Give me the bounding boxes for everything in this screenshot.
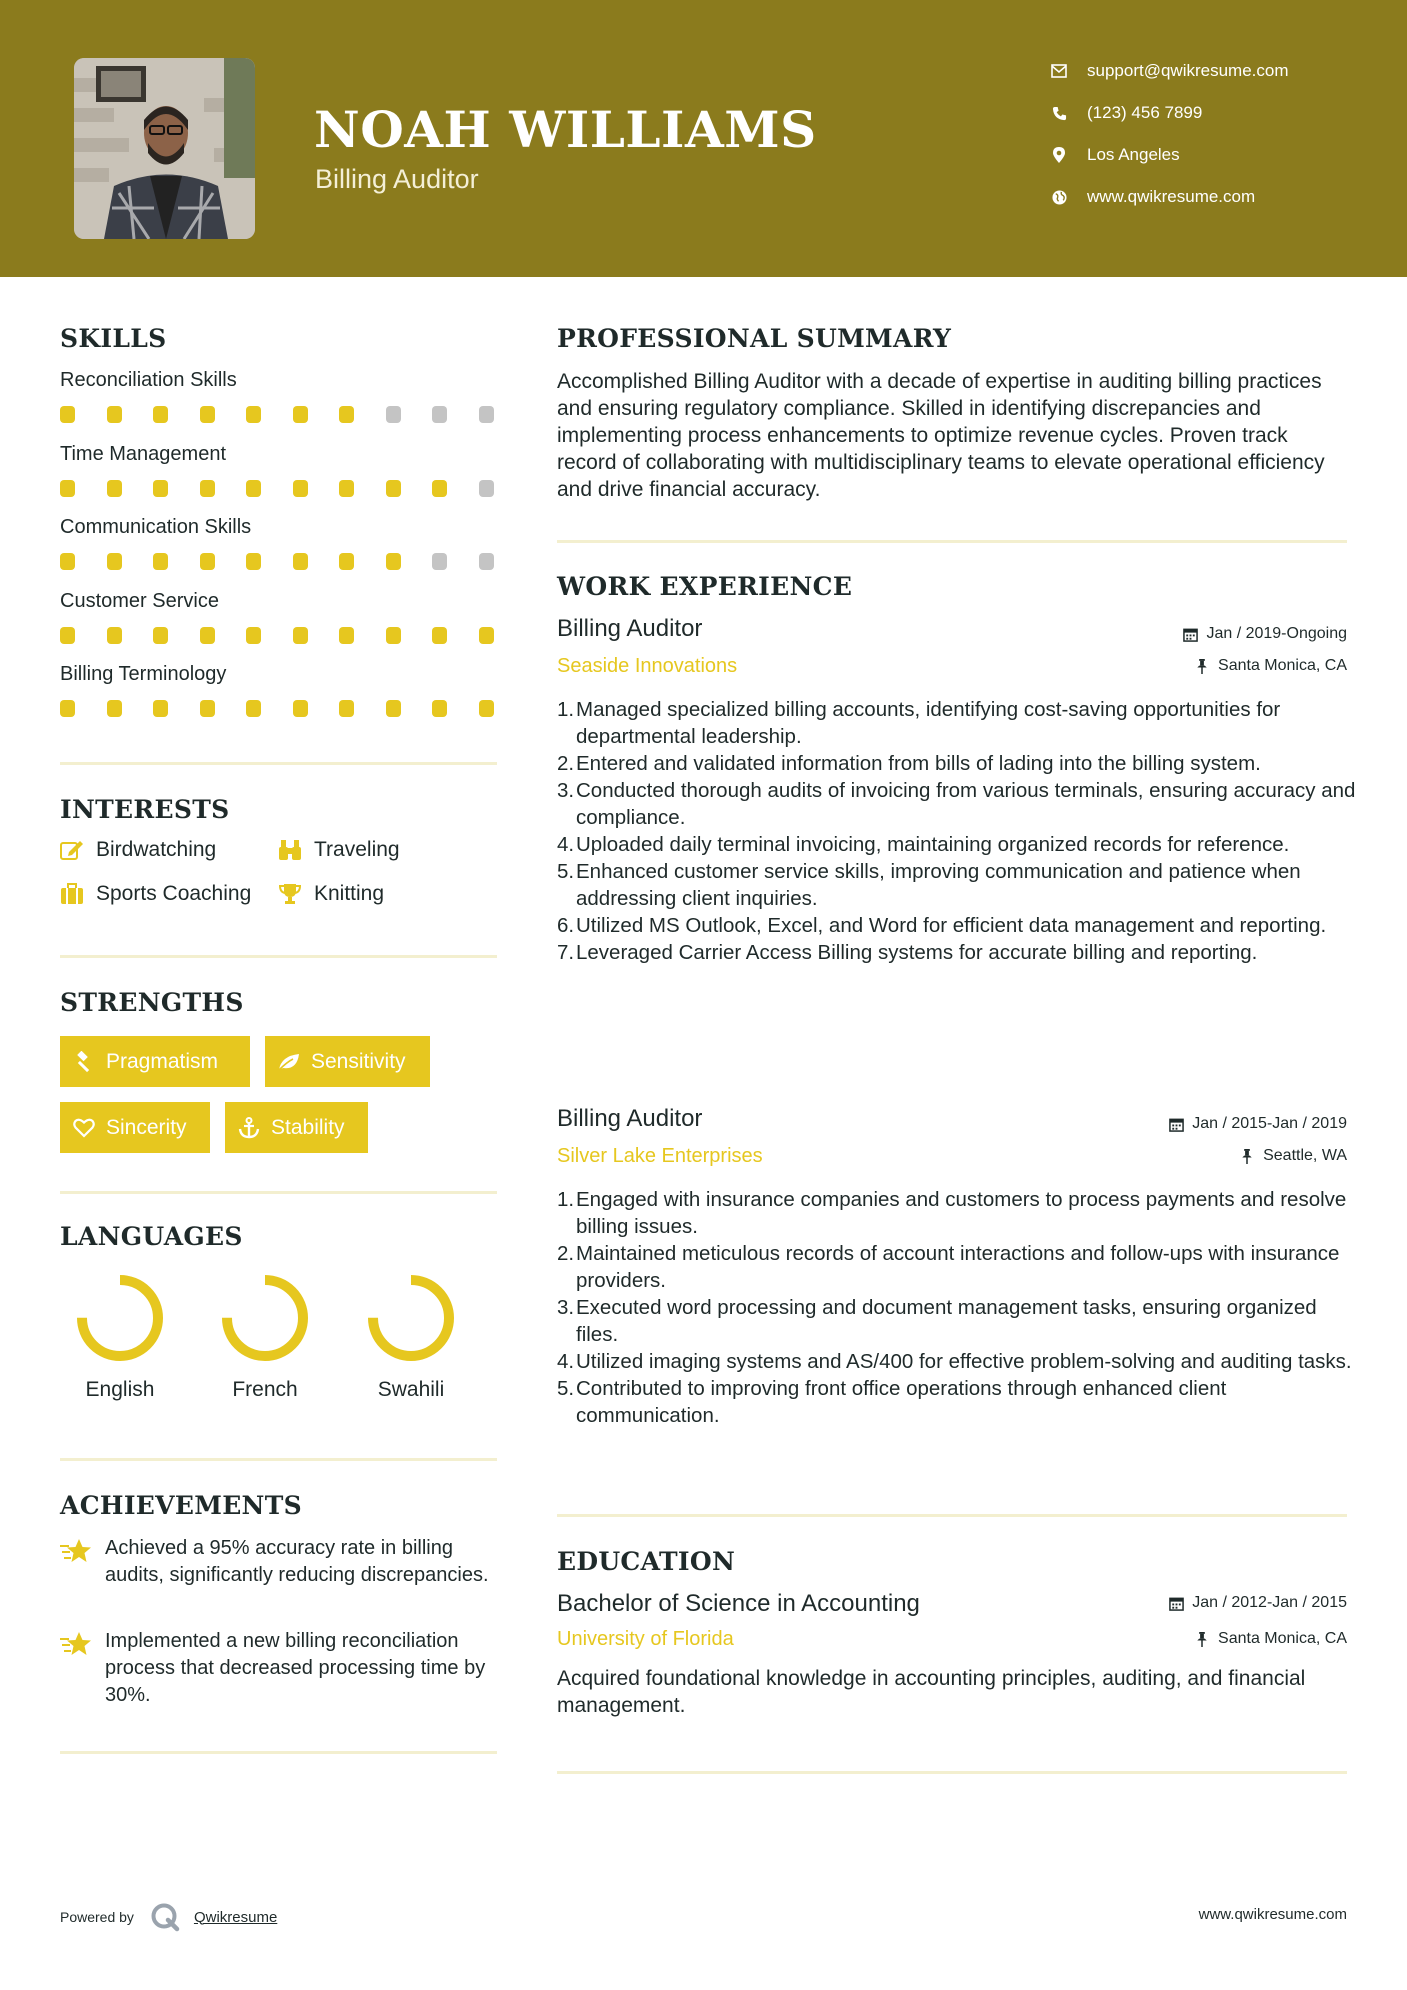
skill-dot-filled <box>386 627 401 644</box>
job-location-text: Seattle, WA <box>1263 1147 1347 1164</box>
divider <box>60 1751 497 1754</box>
skill-name: Reconciliation Skills <box>60 369 237 391</box>
gavel-icon <box>72 1050 96 1074</box>
skill-dot-filled <box>246 553 261 570</box>
skill-name: Communication Skills <box>60 516 252 538</box>
bullet-text: Maintained meticulous records of account interactions and follow-ups with insurance providers. <box>576 1242 1340 1292</box>
pushpin-icon <box>1194 658 1210 674</box>
skill-dot-filled <box>432 627 447 644</box>
job-date-text: Jan / 2015-Jan / 2019 <box>1192 1115 1347 1132</box>
skill-dot-filled <box>339 480 354 497</box>
phone-icon <box>1051 105 1067 121</box>
interest-label: Birdwatching <box>96 838 217 861</box>
profile-photo <box>74 58 255 239</box>
job-bullet <box>557 777 1357 831</box>
skill-dot-filled <box>479 700 494 717</box>
bullet-number: 5. <box>557 860 575 883</box>
skill-rating <box>60 700 500 718</box>
envelope-icon <box>1051 63 1067 79</box>
language-item <box>346 1272 476 1402</box>
skill-dot-filled <box>246 627 261 644</box>
skill-dot-filled <box>339 406 354 423</box>
skill-dot-filled <box>386 553 401 570</box>
language-ring <box>365 1272 457 1364</box>
contact-location-text: Los Angeles <box>1087 145 1180 164</box>
pushpin-icon <box>1194 1631 1210 1647</box>
bullet-text: Utilized MS Outlook, Excel, and Word for efficient data management and reporting. <box>576 914 1327 937</box>
skill-dot-filled <box>60 627 75 644</box>
bullet-number: 4. <box>557 833 575 856</box>
skill-dot-filled <box>339 553 354 570</box>
skill-dot-empty <box>386 406 401 423</box>
qwikresume-logo-icon <box>150 1902 180 1932</box>
company-name: Seaside Innovations <box>557 655 738 677</box>
skill-dot-filled <box>153 480 168 497</box>
star-icon <box>60 1630 92 1660</box>
skill-dot-filled <box>200 406 215 423</box>
skill-dot-filled <box>200 480 215 497</box>
job-title: Billing Auditor <box>557 615 703 642</box>
summary-title: PROFESSIONAL SUMMARY <box>557 324 952 353</box>
strength-label: Pragmatism <box>106 1049 219 1073</box>
divider <box>557 1514 1347 1517</box>
skill-dot-filled <box>246 700 261 717</box>
language-item <box>200 1272 330 1402</box>
footer-powered-by <box>60 1902 277 1932</box>
skill-dot-filled <box>107 700 122 717</box>
divider <box>60 1458 497 1461</box>
skill-name: Customer Service <box>60 589 219 612</box>
skill-dot-filled <box>60 480 75 497</box>
interest-item <box>60 882 251 906</box>
bullet-number: 1. <box>557 1188 575 1211</box>
experience-title: WORK EXPERIENCE <box>557 572 853 601</box>
education-location-text: Santa Monica, CA <box>1218 1630 1347 1647</box>
job-date <box>1168 1115 1347 1133</box>
contact-phone-text: (123) 456 7899 <box>1087 103 1203 122</box>
bullet-text: Conducted thorough audits of invoicing from various terminals, ensuring accuracy and compliance. <box>576 779 1356 829</box>
skill-dot-filled <box>386 480 401 497</box>
briefcase-icon <box>60 882 84 906</box>
star-icon <box>60 1537 92 1567</box>
language-level-arc <box>227 1280 303 1356</box>
achievements-title: ACHIEVEMENTS <box>60 1491 302 1520</box>
skills-title: SKILLS <box>60 324 167 353</box>
calendar-icon <box>1168 1116 1184 1132</box>
achievement-text: Achieved a 95% accuracy rate in billing audits, significantly reducing discrepancies. <box>105 1537 489 1586</box>
divider <box>60 1191 497 1194</box>
interest-label: Sports Coaching <box>96 882 252 905</box>
language-ring <box>219 1272 311 1364</box>
skill-rating <box>60 480 500 498</box>
strength-tag <box>60 1102 210 1153</box>
job-bullet <box>557 939 1357 966</box>
map-marker-icon <box>1051 147 1067 163</box>
contact-website[interactable] <box>1051 182 1255 212</box>
powered-by-label: Powered by <box>60 1909 134 1925</box>
bullet-text: Enhanced customer service skills, improving communication and patience when addressing client inquiries. <box>576 860 1301 910</box>
skill-dot-filled <box>153 406 168 423</box>
skill-dot-filled <box>293 627 308 644</box>
interest-item <box>278 882 384 906</box>
skill-dot-filled <box>479 627 494 644</box>
globe-icon <box>1051 189 1067 205</box>
heart-icon <box>72 1116 96 1140</box>
trophy-icon <box>278 882 302 906</box>
skill-dot-filled <box>60 406 75 423</box>
achievement-item <box>60 1628 500 1709</box>
skill-dot-filled <box>60 700 75 717</box>
job-bullet <box>557 912 1357 939</box>
bullet-number: 6. <box>557 914 575 937</box>
interest-item <box>60 838 216 862</box>
skill-dot-empty <box>479 553 494 570</box>
skill-dot-filled <box>293 406 308 423</box>
language-label: English <box>85 1378 155 1401</box>
job-bullet <box>557 1294 1357 1348</box>
bullet-text: Contributed to improving front office operations through enhanced client communication. <box>576 1377 1227 1427</box>
calendar-icon <box>1168 1595 1184 1611</box>
anchor-icon <box>237 1116 261 1140</box>
skill-dot-empty <box>479 480 494 497</box>
skill-dot-empty <box>432 553 447 570</box>
skill-dot-filled <box>339 700 354 717</box>
skill-dot-filled <box>339 627 354 644</box>
job-location <box>1239 1147 1347 1165</box>
bullet-number: 3. <box>557 1296 575 1319</box>
skill-name: Time Management <box>60 442 226 465</box>
education-location <box>1194 1630 1347 1648</box>
skill-dot-filled <box>153 700 168 717</box>
skill-dot-filled <box>153 627 168 644</box>
bullet-text: Entered and validated information from bills of lading into the billing system. <box>576 752 1261 775</box>
education-title: EDUCATION <box>557 1547 736 1576</box>
bullet-number: 3. <box>557 779 575 802</box>
skill-rating <box>60 553 500 571</box>
leaf-icon <box>277 1050 301 1074</box>
interest-label: Traveling <box>314 838 400 861</box>
job-date-text: Jan / 2019-Ongoing <box>1206 625 1347 642</box>
bullet-number: 2. <box>557 752 575 775</box>
pencil-square-icon <box>60 838 84 862</box>
bullet-number: 2. <box>557 1242 575 1265</box>
bullet-text: Engaged with insurance companies and customers to process payments and resolve billing issues. <box>576 1188 1347 1238</box>
achievement-item <box>60 1535 500 1589</box>
language-level-arc <box>373 1280 449 1356</box>
strength-tag <box>60 1036 250 1087</box>
contact-location <box>1051 140 1180 170</box>
calendar-icon <box>1182 626 1198 642</box>
footer-url[interactable]: www.qwikresume.com <box>1198 1906 1347 1923</box>
job-bullet <box>557 1348 1357 1375</box>
skill-dot-filled <box>107 553 122 570</box>
job-bullet <box>557 696 1357 750</box>
language-label: French <box>232 1378 298 1401</box>
job-date <box>1182 625 1347 643</box>
contact-website-text: www.qwikresume.com <box>1087 187 1256 206</box>
education-date <box>1168 1594 1347 1612</box>
skill-rating <box>60 406 500 424</box>
skill-dot-filled <box>200 627 215 644</box>
bullet-text: Utilized imaging systems and AS/400 for effective problem-solving and auditing tasks. <box>576 1350 1352 1373</box>
divider <box>557 540 1347 543</box>
job-bullet-list <box>557 1186 1357 1429</box>
skill-dot-filled <box>293 553 308 570</box>
skill-dot-filled <box>293 700 308 717</box>
degree-title: Bachelor of Science in Accounting <box>557 1590 920 1617</box>
binoculars-icon <box>278 838 302 862</box>
bullet-number: 4. <box>557 1350 575 1373</box>
contact-email[interactable] <box>1051 56 1289 86</box>
skill-dot-filled <box>246 480 261 497</box>
company-name: Silver Lake Enterprises <box>557 1145 763 1167</box>
job-bullet <box>557 831 1357 858</box>
bullet-text: Uploaded daily terminal invoicing, maintaining organized records for reference. <box>576 833 1290 856</box>
job-bullet <box>557 1186 1357 1240</box>
language-ring <box>74 1272 166 1364</box>
strength-tag <box>225 1102 368 1153</box>
strength-label: Sensitivity <box>311 1049 406 1073</box>
strength-label: Stability <box>271 1115 345 1139</box>
strength-label: Sincerity <box>106 1115 187 1139</box>
skill-dot-filled <box>246 406 261 423</box>
interests-title: INTERESTS <box>60 795 230 824</box>
resume-header <box>0 0 1407 277</box>
bullet-number: 7. <box>557 941 575 964</box>
divider <box>557 1771 1347 1774</box>
strength-tag <box>265 1036 430 1087</box>
job-bullet <box>557 1240 1357 1294</box>
bullet-number: 1. <box>557 698 575 721</box>
job-bullet <box>557 858 1357 912</box>
skill-name: Billing Terminology <box>60 663 227 685</box>
skill-dot-filled <box>107 406 122 423</box>
skill-dot-filled <box>107 627 122 644</box>
skill-dot-filled <box>432 480 447 497</box>
skill-dot-empty <box>479 406 494 423</box>
skill-dot-filled <box>386 700 401 717</box>
pushpin-icon <box>1239 1148 1255 1164</box>
language-label: Swahili <box>377 1378 445 1401</box>
achievement-text: Implemented a new billing reconciliation process that decreased processing time by 30%. <box>105 1630 486 1706</box>
education-date-text: Jan / 2012-Jan / 2015 <box>1192 1594 1347 1611</box>
skill-dot-filled <box>60 553 75 570</box>
skill-dot-filled <box>107 480 122 497</box>
job-bullet-list <box>557 696 1357 966</box>
job-location <box>1194 657 1347 675</box>
skill-dot-filled <box>200 553 215 570</box>
summary-text: Accomplished Billing Auditor with a decade of expertise in auditing billing practices and ensuring regulatory compliance. Skilled in identifying discrepancies and implementing process enhancements to optimize revenue cycles. Proven track record of collaborating with multidisciplinary teams to elevate operational efficiency and drive financial accuracy. <box>557 370 1325 501</box>
job-bullet <box>557 1375 1357 1429</box>
interest-label: Knitting <box>314 882 385 905</box>
skill-dot-filled <box>432 700 447 717</box>
bullet-text: Leveraged Carrier Access Billing systems for accurate billing and reporting. <box>576 941 1258 964</box>
languages-title: LANGUAGES <box>60 1222 243 1251</box>
language-level-arc <box>82 1280 158 1356</box>
job-location-text: Santa Monica, CA <box>1218 657 1347 674</box>
language-item <box>55 1272 185 1402</box>
bullet-number: 5. <box>557 1377 575 1400</box>
divider <box>60 955 497 958</box>
divider <box>60 762 497 765</box>
candidate-role: Billing Auditor <box>315 164 479 194</box>
contact-email-text: support@qwikresume.com <box>1087 61 1289 80</box>
education-text: Acquired foundational knowledge in accounting principles, auditing, and financial management. <box>557 1667 1306 1717</box>
candidate-name: NOAH WILLIAMS <box>314 100 817 159</box>
footer-brand-link[interactable]: Qwikresume <box>193 1908 278 1926</box>
bullet-text: Managed specialized billing accounts, identifying cost-saving opportunities for departmental leadership. <box>576 698 1281 748</box>
skill-dot-empty <box>432 406 447 423</box>
job-title: Billing Auditor <box>557 1105 703 1132</box>
skill-rating <box>60 627 500 645</box>
bullet-text: Executed word processing and document management tasks, ensuring organized files. <box>576 1296 1317 1346</box>
interest-item <box>278 838 400 862</box>
skill-dot-filled <box>200 700 215 717</box>
strengths-title: STRENGTHS <box>60 988 244 1017</box>
job-bullet <box>557 750 1357 777</box>
school-name: University of Florida <box>557 1628 734 1650</box>
skill-dot-filled <box>153 553 168 570</box>
skill-dot-filled <box>293 480 308 497</box>
contact-phone[interactable] <box>1051 98 1202 128</box>
